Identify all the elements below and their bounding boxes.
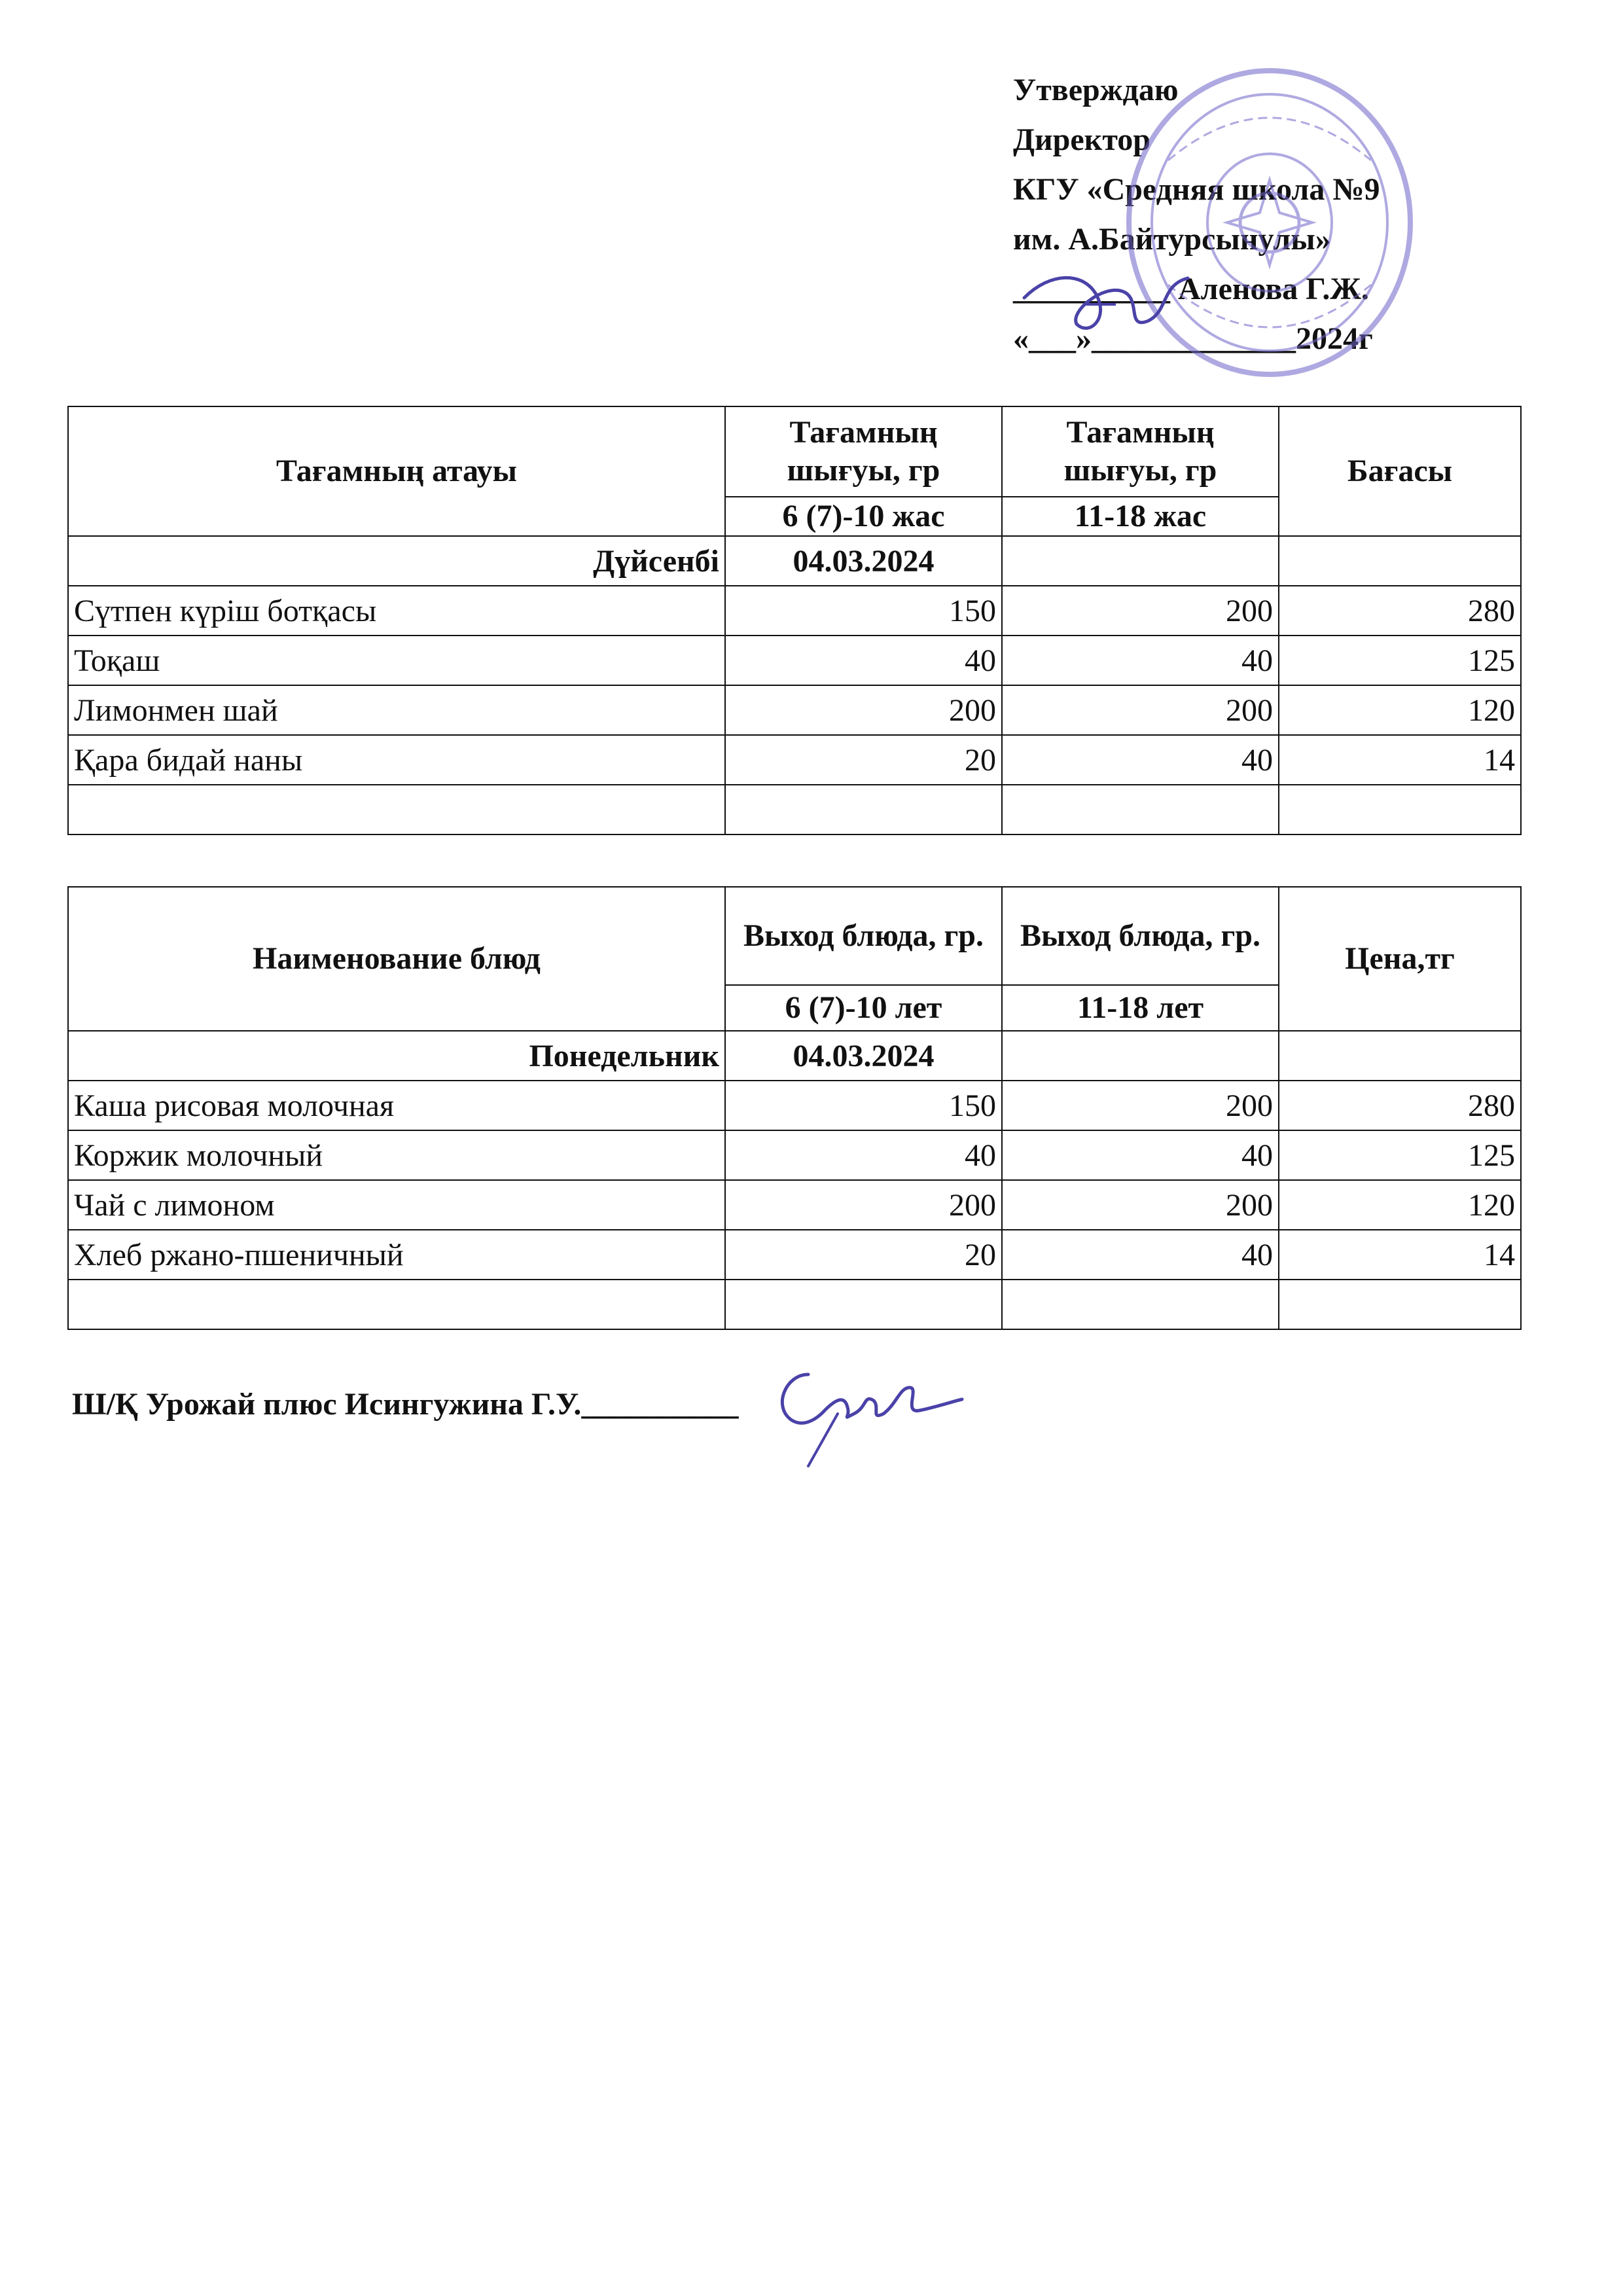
output-older: 40: [1002, 735, 1279, 785]
empty-cell: [725, 1280, 1002, 1329]
header-output-2: Выход блюда, гр.: [1002, 887, 1279, 985]
empty-cell: [1279, 1031, 1521, 1081]
dish-name: Тоқаш: [68, 636, 725, 685]
approval-date: «___»_____________2024г: [1013, 321, 1373, 356]
day-cell: Понедельник: [68, 1031, 725, 1081]
supplier-line: [72, 1386, 738, 1422]
table-row: [68, 586, 1521, 636]
output-young: 20: [725, 1230, 1002, 1280]
table-row: [68, 1130, 1521, 1180]
empty-cell: [1002, 1280, 1279, 1329]
header-age-1: 6 (7)-10 лет: [725, 985, 1002, 1031]
output-young: 40: [725, 1130, 1002, 1180]
approval-organization: КГУ «Средняя школа №9: [1013, 172, 1380, 207]
dish-price: 14: [1279, 1230, 1521, 1280]
output-young: 20: [725, 735, 1002, 785]
output-older: 40: [1002, 1130, 1279, 1180]
menu-table-ru: [67, 886, 1522, 1330]
table-row: [68, 685, 1521, 735]
output-older: 200: [1002, 685, 1279, 735]
table-row: [68, 1081, 1521, 1130]
empty-cell: [68, 785, 725, 834]
approval-organization-name: им. А.Байтурсынулы»: [1013, 222, 1331, 257]
output-older: 200: [1002, 586, 1279, 636]
table-row-empty: [68, 1280, 1521, 1329]
output-young: 40: [725, 636, 1002, 685]
output-older: 200: [1002, 1180, 1279, 1230]
menu-table-kz: [67, 406, 1522, 835]
day-cell: Дүйсенбі: [68, 536, 725, 586]
approval-signatory: __________ Аленова Г.Ж.: [1013, 272, 1369, 306]
empty-cell: [1002, 785, 1279, 834]
dish-name: Каша рисовая молочная: [68, 1081, 725, 1130]
dish-price: 125: [1279, 1130, 1521, 1180]
dish-price: 280: [1279, 1081, 1521, 1130]
table-row: [68, 636, 1521, 685]
header-price: Бағасы: [1279, 406, 1521, 536]
empty-cell: [1279, 785, 1521, 834]
dish-name: Қара бидай наны: [68, 735, 725, 785]
output-young: 150: [725, 586, 1002, 636]
output-young: 200: [725, 685, 1002, 735]
table-row: [68, 735, 1521, 785]
header-dish-name: Наименование блюд: [68, 887, 725, 1031]
empty-cell: [1279, 1280, 1521, 1329]
supplier-signature-icon: [746, 1348, 969, 1473]
header-output-1: Выход блюда, гр.: [725, 887, 1002, 985]
output-young: 200: [725, 1180, 1002, 1230]
header-output-2: Тағамның шығуы, гр: [1002, 406, 1279, 497]
dish-price: 125: [1279, 636, 1521, 685]
dish-name: Чай с лимоном: [68, 1180, 725, 1230]
dish-name: Хлеб ржано-пшеничный: [68, 1230, 725, 1280]
date-cell: 04.03.2024: [725, 1031, 1002, 1081]
table-row: [68, 1180, 1521, 1230]
dish-price: 14: [1279, 735, 1521, 785]
director-signature-icon: [1011, 259, 1221, 344]
dish-price: 120: [1279, 1180, 1521, 1230]
header-age-2: 11-18 жас: [1002, 497, 1279, 536]
output-older: 200: [1002, 1081, 1279, 1130]
dish-name: Сүтпен күріш ботқасы: [68, 586, 725, 636]
output-young: 150: [725, 1081, 1002, 1130]
empty-cell: [1002, 1031, 1279, 1081]
header-age-1: 6 (7)-10 жас: [725, 497, 1002, 536]
approval-position: Директор: [1013, 122, 1150, 157]
table-row: [68, 1230, 1521, 1280]
empty-cell: [1279, 536, 1521, 586]
signature-line: __________: [581, 1387, 739, 1422]
dish-name: Коржик молочный: [68, 1130, 725, 1180]
header-output-1: Тағамның шығуы, гр: [725, 406, 1002, 497]
header-dish-name: Тағамның атауы: [68, 406, 725, 536]
empty-cell: [68, 1280, 725, 1329]
dish-name: Лимонмен шай: [68, 685, 725, 735]
output-older: 40: [1002, 1230, 1279, 1280]
dish-price: 120: [1279, 685, 1521, 735]
dish-price: 280: [1279, 586, 1521, 636]
supplier-name: Ш/Қ Урожай плюс Исингужина Г.У.: [72, 1387, 582, 1422]
empty-cell: [1002, 536, 1279, 586]
header-age-2: 11-18 лет: [1002, 985, 1279, 1031]
approval-title: Утверждаю: [1013, 73, 1179, 107]
date-cell: 04.03.2024: [725, 536, 1002, 586]
table-row-empty: [68, 785, 1521, 834]
output-older: 40: [1002, 636, 1279, 685]
header-price: Цена,тг: [1279, 887, 1521, 1031]
empty-cell: [725, 785, 1002, 834]
